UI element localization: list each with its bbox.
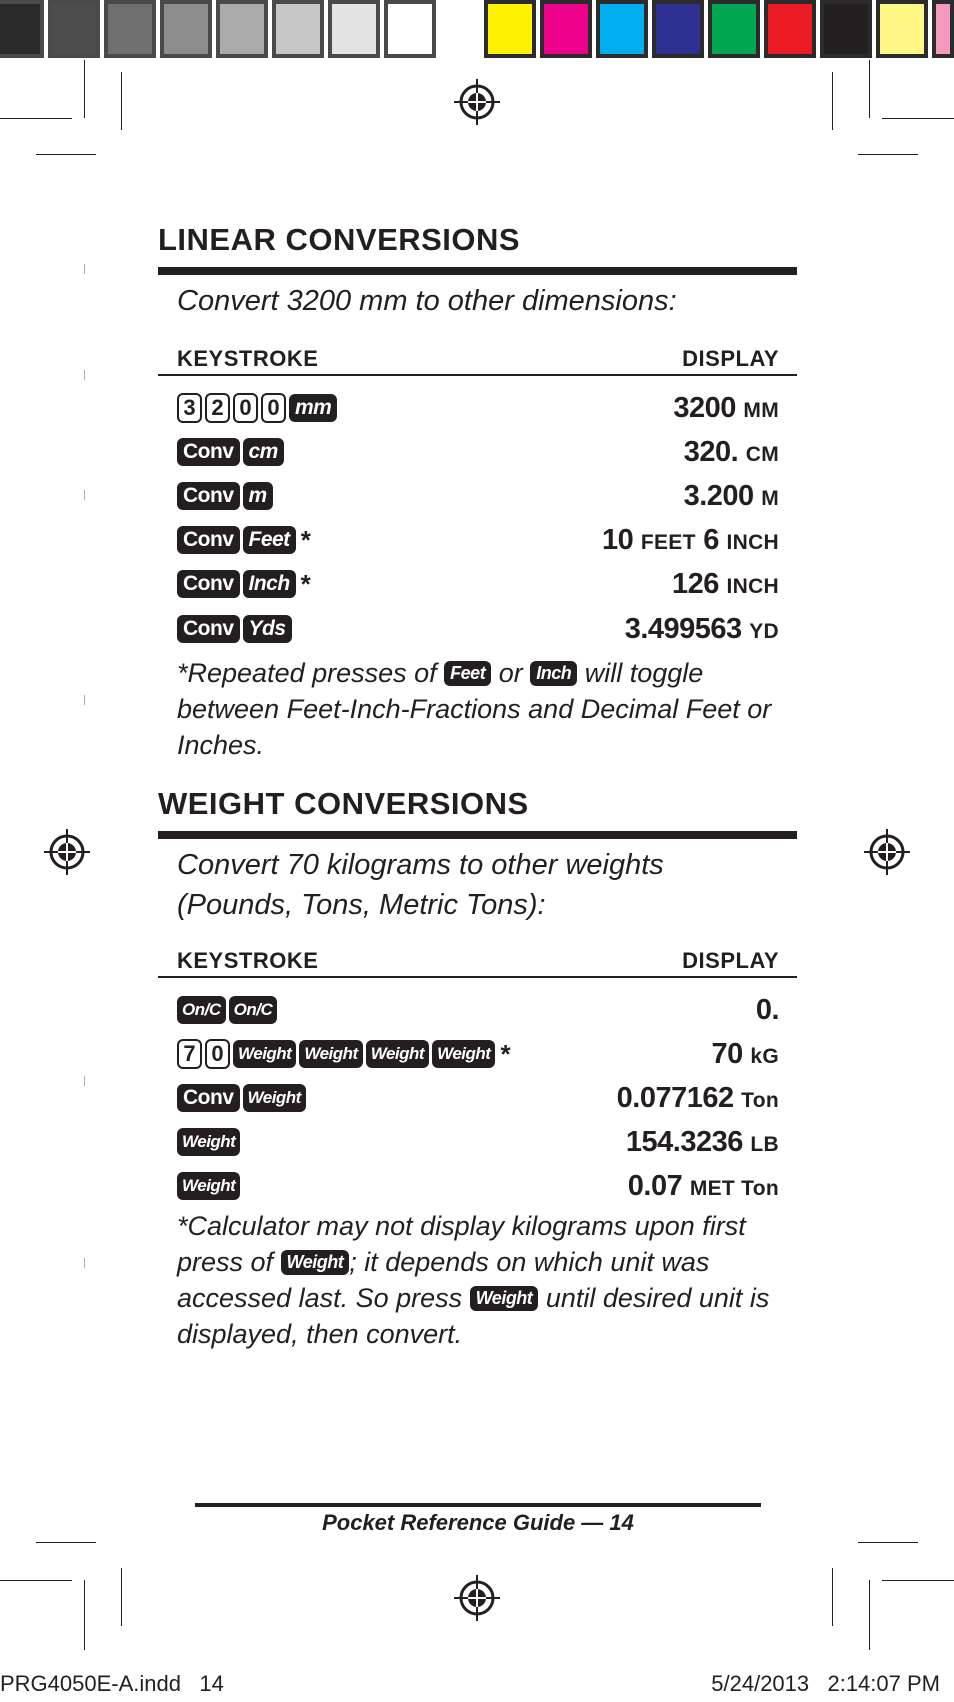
color-swatch	[708, 0, 760, 58]
key-conv[interactable]: Conv	[177, 482, 240, 510]
key-conv[interactable]: Conv	[177, 526, 240, 554]
display-value: 320. CM	[683, 436, 779, 468]
key-on-c[interactable]: On/C	[177, 996, 226, 1024]
key-conv[interactable]: Conv	[177, 615, 240, 643]
crop-mark	[36, 154, 96, 155]
table-row	[177, 1082, 779, 1114]
crop-mark	[869, 60, 870, 118]
key-mm[interactable]: mm	[289, 394, 337, 422]
key-feet[interactable]: Feet	[444, 661, 491, 686]
slug-file: PRG4050E-A.indd 14	[0, 1671, 224, 1696]
key-conv[interactable]: Conv	[177, 438, 240, 466]
registration-mark-icon	[454, 1575, 500, 1621]
gray-swatch	[104, 0, 156, 58]
key-weight[interactable]: Weight	[233, 1040, 296, 1068]
table-row	[177, 994, 779, 1026]
table-row	[177, 524, 779, 556]
display-value: 154.3236 LB	[625, 1126, 779, 1158]
display-value: 126 INCH	[672, 568, 779, 600]
crop-mark	[882, 118, 954, 119]
display-value: 0.07 MET Ton	[627, 1170, 779, 1202]
crop-mark	[84, 1580, 85, 1650]
crop-mark	[36, 1542, 96, 1543]
crop-mark	[832, 72, 833, 130]
footer-rule	[195, 1503, 761, 1507]
display-value: 10 FEET 6 INCH	[602, 524, 779, 556]
crop-mark	[869, 1580, 870, 1650]
key-weight[interactable]: Weight	[177, 1172, 240, 1200]
key-yds[interactable]: Yds	[243, 615, 292, 643]
crop-mark	[832, 1568, 833, 1626]
display-value: 0.	[755, 994, 779, 1026]
linear-intro: Convert 3200 mm to other dimensions:	[177, 285, 677, 317]
margin-tick	[84, 1258, 85, 1268]
key-feet[interactable]: Feet	[243, 526, 296, 554]
table-row	[177, 480, 779, 512]
registration-mark-icon	[454, 79, 500, 125]
color-swatch	[820, 0, 872, 58]
key-weight[interactable]: Weight	[281, 1250, 350, 1275]
color-swatch	[484, 0, 536, 58]
gray-swatch	[272, 0, 324, 58]
table-row	[177, 436, 779, 468]
slug-date: 5/24/2013 2:14:07 PM	[711, 1671, 940, 1696]
key-on-c[interactable]: On/C	[229, 996, 278, 1024]
crop-mark	[0, 118, 72, 119]
weight-intro: Convert 70 kilograms to other weights (Pounds, Tons, Metric Tons):	[177, 849, 664, 921]
table-rule	[158, 374, 797, 376]
key-0[interactable]: 0	[205, 1039, 230, 1069]
margin-tick	[84, 490, 85, 500]
display-value: 3200 MM	[673, 392, 779, 424]
key-3[interactable]: 3	[177, 393, 202, 423]
key-7[interactable]: 7	[177, 1039, 202, 1069]
table-row	[177, 1126, 779, 1158]
color-swatch	[876, 0, 928, 58]
key-weight[interactable]: Weight	[177, 1128, 240, 1156]
key-weight[interactable]: Weight	[432, 1040, 495, 1068]
col-keystroke: KEYSTROKE	[177, 948, 319, 973]
col-display: DISPLAY	[682, 948, 779, 973]
col-display: DISPLAY	[682, 346, 779, 371]
registration-mark-icon	[44, 829, 90, 875]
display-value: 3.200 M	[683, 480, 779, 512]
page-footer: Pocket Reference Guide — 14	[322, 1510, 634, 1535]
gray-swatch	[384, 0, 436, 58]
gray-swatch	[160, 0, 212, 58]
margin-tick	[84, 1076, 85, 1086]
color-swatch	[596, 0, 648, 58]
registration-mark-icon	[864, 829, 910, 875]
table-row	[177, 613, 779, 645]
gray-swatch	[328, 0, 380, 58]
linear-heading: LINEAR CONVERSIONS	[158, 222, 521, 257]
color-swatch	[764, 0, 816, 58]
key-m[interactable]: m	[243, 482, 273, 510]
crop-mark	[858, 1542, 918, 1543]
linear-footnote: *Repeated presses of Feet or Inch will toggle between Feet-Inch-Fractions and Decimal Feet or Inches.	[177, 658, 772, 760]
table-row	[177, 392, 779, 424]
table-rule	[158, 976, 797, 978]
footnote-star: *	[300, 524, 311, 555]
key-cm[interactable]: cm	[243, 438, 284, 466]
crop-mark	[121, 72, 122, 130]
key-conv[interactable]: Conv	[177, 570, 240, 598]
crop-mark	[858, 154, 918, 155]
key-2[interactable]: 2	[205, 393, 230, 423]
display-value: 70 kG	[711, 1038, 779, 1070]
color-swatch	[932, 0, 954, 58]
gray-swatch	[216, 0, 268, 58]
heading-rule	[158, 831, 797, 839]
weight-heading: WEIGHT CONVERSIONS	[158, 786, 529, 821]
key-weight[interactable]: Weight	[470, 1286, 539, 1311]
gray-swatch	[48, 0, 100, 58]
footnote-star: *	[300, 568, 311, 599]
margin-tick	[84, 695, 85, 705]
key-0[interactable]: 0	[261, 393, 286, 423]
gray-swatch	[0, 0, 44, 58]
crop-mark	[121, 1568, 122, 1626]
color-swatch	[540, 0, 592, 58]
crop-mark	[0, 1580, 72, 1581]
crop-mark	[84, 60, 85, 118]
table-row	[177, 568, 779, 600]
col-keystroke: KEYSTROKE	[177, 346, 319, 371]
heading-rule	[158, 267, 797, 275]
footnote-star: *	[500, 1038, 511, 1069]
table-row	[177, 1038, 779, 1070]
key-0[interactable]: 0	[233, 393, 258, 423]
key-inch[interactable]: Inch	[530, 661, 577, 686]
display-value: 0.077162 Ton	[616, 1082, 779, 1114]
margin-tick	[84, 264, 85, 274]
key-conv[interactable]: Conv	[177, 1084, 240, 1112]
color-swatch	[652, 0, 704, 58]
crop-mark	[882, 1580, 954, 1581]
margin-tick	[84, 370, 85, 380]
weight-footnote: *Calculator may not display kilograms upon first press of Weight ; it depends on which unit was accessed last. So press Weight until desired unit is displayed, then convert.	[177, 1211, 770, 1349]
key-weight[interactable]: Weight	[243, 1084, 306, 1112]
key-weight[interactable]: Weight	[366, 1040, 429, 1068]
key-inch[interactable]: Inch	[243, 570, 296, 598]
table-row	[177, 1170, 779, 1202]
key-weight[interactable]: Weight	[299, 1040, 362, 1068]
display-value: 3.499563 YD	[624, 613, 779, 645]
